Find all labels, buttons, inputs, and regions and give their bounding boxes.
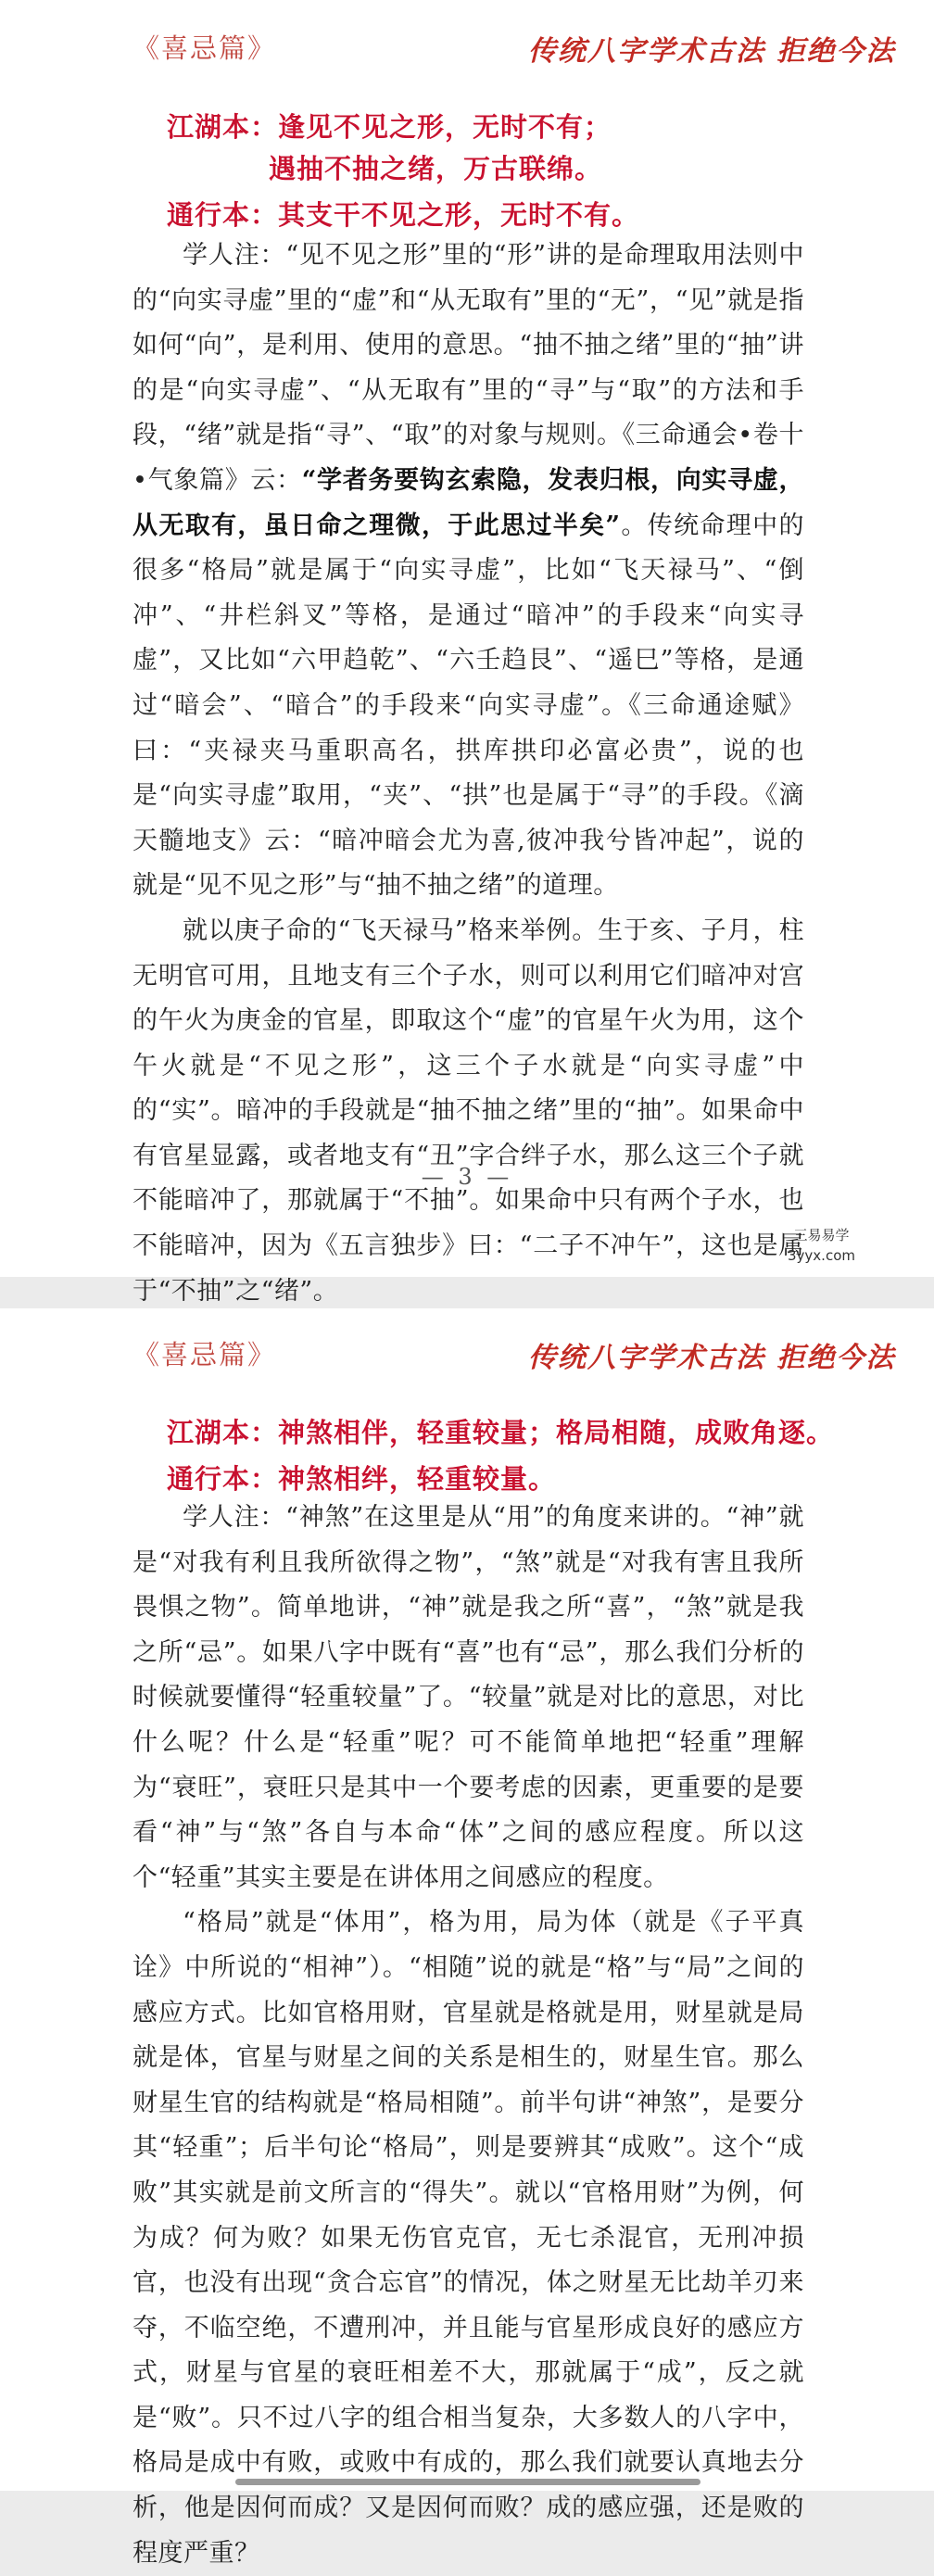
commentary-body-1	[133, 234, 804, 1314]
commentary-paragraph: “格局”就是“体用”，格为用，局为体（就是《子平真诠》中所说的“相神”）。“相随”说的就是“格”与“局”之间的感应方式。比如官格用财，官星就是格就是用，财星就是局就是体，官星与财星之间的关系是相生的，财星生官。那么财星生官的结构就是“格局相随”。前半句讲“神煞”，是要分其“轻重”；后半句论“格局”，则是要辨其“成败”。这个“成败”其实就是前文所言的“得失”。就以“官格用财”为例，何为成？何为败？如果无伤官克官，无七杀混官，无刑冲损官，也没有出现“贪合忘官”的情况，体之财星无比劫羊刃来夺，不临空绝，不遭刑冲，并且能与官星形成良好的感应方式，财星与官星的衰旺相差不大，那就属于“成”，反之就是“败”。只不过八字的组合相当复杂，大多数人的八字中，格局是成中有败，或败中有成的，那么我们就要认真地去分析，他是因何而成？又是因何而败？成的感应强，还是败的程度严重？	[133, 1908, 804, 2568]
verse-jianghu-line2: 遇抽不抽之绪，万古联绵。	[269, 153, 603, 184]
brand-calligraphy: 传统八字学术古法 拒绝今法	[528, 1342, 896, 1374]
watermark	[788, 1225, 855, 1266]
watermark-line1: 三易易学	[793, 1227, 850, 1244]
commentary-paragraph: 就以庚子命的“飞天禄马”格来举例。生于亥、子月，柱无明官可用，且地支有三个子水，则可以利用它们暗冲对宫的午火为庚金的官星，即取这个“虚”的官星午火为用，这个午火就是“不见之形”，这三个子水就是“向实寻虚”中的“实”。暗冲的手段就是“抽不抽之绪”里的“抽”。如果命中有官星显露，或者地支有“丑”字合绊子水，那么这三个子就不能暗冲了，那就属于“不抽”。如果命中只有两个子水，也不能暗冲，因为《五言独步》曰：“二子不冲午”，这也是属于“不抽”之“绪”。	[133, 915, 804, 1306]
quote-bold: “学者务要钩玄索隐，发表归根，向实寻虚，从无取有，虽日命之理微，于此思过半矣”	[133, 465, 804, 540]
page-number: — 3 —	[421, 1164, 513, 1190]
document-page-2	[0, 1308, 934, 2568]
text-run: 。传统命理中的很多“格局”就是属于“向实寻虚”，比如“飞天禄马”、“倒冲”、“井栏斜叉”等格，是通过“暗冲”的手段来“向实寻虚”，又比如“六甲趋乾”、“六壬趋艮”、“遥巳”等格，是通过“暗会”、“暗合”的手段来“向实寻虚”。《三命通途赋》曰：“夹禄夹马重职高名，拱库拱印必富必贵”，说的也是“向实寻虚”取用，“夹”、“拱”也是属于“寻”的手段。《滴天髓地支》云：“暗冲暗会尤为喜,彼冲我兮皆冲起”，说的就是“见不见之形”与“抽不抽之绪”的道理。	[133, 511, 805, 901]
brand-calligraphy: 传统八字学术古法 拒绝今法	[528, 35, 896, 68]
scrollbar[interactable]	[235, 2479, 700, 2485]
chapter-title: 《喜忌篇》	[133, 32, 277, 64]
text-run: 学人注：“见不见之形”里的“形”讲的是命理取用法则中的“向实寻虚”里的“虚”和“从无取有”里的“无”，“见”就是指如何“向”，是利用、使用的意思。“抽不抽之绪”里的“抽”讲的是“向实寻虚”、“从无取有”里的“寻”与“取”的方法和手段，“绪”就是指“寻”、“取”的对象与规则。《三命通会•卷十•气象篇》云：	[133, 241, 804, 495]
commentary-body-2	[133, 1496, 804, 2576]
verse-tongxing: 通行本：其支干不见之形，无时不有。	[167, 199, 640, 231]
verse-jianghu-line1: 江湖本：逢见不见之形，无时不有；	[167, 111, 612, 143]
watermark-line2: 3yyx.com	[788, 1247, 855, 1264]
commentary-paragraph	[133, 234, 804, 909]
chapter-title: 《喜忌篇》	[133, 1339, 277, 1370]
verse-jianghu: 江湖本：神煞相伴，轻重较量；格局相随，成败角逐。	[167, 1417, 835, 1448]
verse-tongxing: 通行本：神煞相绊，轻重较量。	[167, 1463, 557, 1495]
commentary-paragraph: 学人注：“神煞”在这里是从“用”的角度来讲的。“神”就是“对我有利且我所欲得之物”，“煞”就是“对我有害且我所畏惧之物”。简单地讲，“神”就是我之所“喜”，“煞”就是我之所“忌”。如果八字中既有“喜”也有“忌”，那么我们分析的时候就要懂得“轻重较量”了。“较量”就是对比的意思，对比什么呢？什么是“轻重”呢？可不能简单地把“轻重”理解为“衰旺”，衰旺只是其中一个要考虑的因素，更重要的是要看“神”与“煞”各自与本命“体”之间的感应程度。所以这个“轻重”其实主要是在讲体用之间感应的程度。	[133, 1503, 804, 1892]
